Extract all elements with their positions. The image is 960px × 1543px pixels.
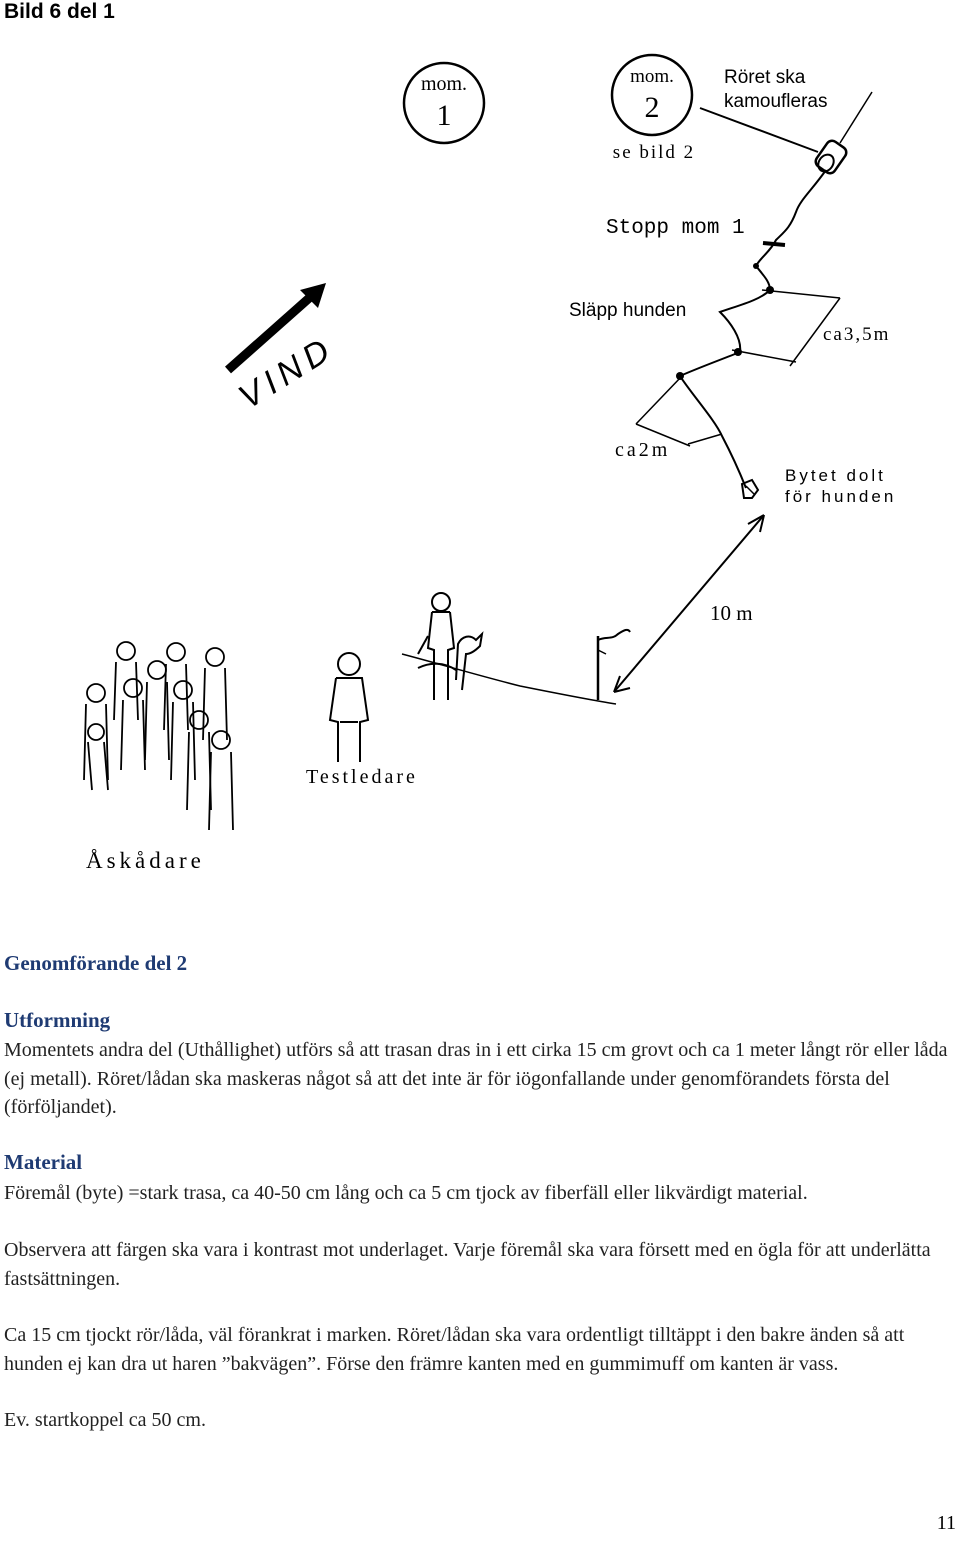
dist-2m-label: ca2m (615, 439, 671, 461)
mom2-number: 2 (644, 91, 660, 124)
pipe-note-line1: Röret ska (724, 67, 806, 88)
pipe-note-line2: kamoufleras (724, 91, 828, 112)
dimension-10m (614, 515, 764, 692)
material-paragraph-1: Föremål (byte) =stark trasa, ca 40-50 cm lång och ca 5 cm tjock av fiberfäll eller likvärdigt material. (4, 1182, 808, 1204)
release-label: Släpp hunden (569, 300, 687, 321)
mom1-number: 1 (436, 99, 452, 132)
design-paragraph: Momentets andra del (Uthållighet) utförs så att trasan dras in i ett cirka 15 cm grovt och ca 1 meter långt rör eller låda (ej metall). Röret/lådan ska maskeras något så att det inte är för iögonfallande under genomförandets första del (förföljandet). (4, 1039, 948, 1118)
material-paragraph-4: Ev. startkoppel ca 50 cm. (4, 1409, 206, 1431)
mom1-marker (404, 63, 484, 143)
pipe-note-pointer (700, 108, 818, 152)
mom2-label: mom. (630, 66, 674, 87)
dimension-2m (615, 376, 722, 461)
dimension-3-5m (732, 290, 890, 366)
material-paragraph-2: Observera att färgen ska vara i kontrast mot underlaget. Varje föremål ska vara försett med en ögla för att underlätta fastsättningen. (4, 1239, 931, 1290)
test-diagram (0, 40, 960, 910)
page-number: 11 (936, 1512, 956, 1534)
spectators-label: Åskådare (86, 848, 205, 873)
bait-line2: för hunden (785, 487, 897, 506)
page-title: Bild 6 del 1 (4, 0, 115, 23)
mom2-ref: se bild 2 (612, 142, 696, 163)
test-leader-label: Testledare (306, 766, 418, 788)
material-paragraph-3: Ca 15 cm tjockt rör/låda, väl förankrat i marken. Röret/lådan ska vara ordentligt tilltäppt i den bakre änden så att hunden ej kan dra ut haren ”bakvägen”. Förse den främre kanten med en gummimuff om kanten är vass. (4, 1324, 905, 1375)
dist-3-5m-label: ca3,5m (823, 324, 891, 345)
handler-with-dog-icon (418, 593, 482, 700)
dist-10m-label: 10 m (710, 601, 753, 625)
mom2-marker (612, 55, 695, 163)
stop-label: Stopp mom 1 (606, 217, 745, 240)
bait-line1: Bytet dolt (785, 466, 886, 485)
stop-marker (763, 243, 785, 245)
material-heading: Material (4, 1150, 83, 1174)
section-title: Genomförande del 2 (4, 951, 188, 975)
bait-icon (742, 480, 758, 498)
mom1-label: mom. (420, 73, 468, 95)
test-leader-figure-icon (330, 653, 368, 762)
design-heading: Utformning (4, 1008, 111, 1032)
wind-label: VIND (232, 328, 342, 417)
spectators-group-icon (84, 642, 233, 830)
